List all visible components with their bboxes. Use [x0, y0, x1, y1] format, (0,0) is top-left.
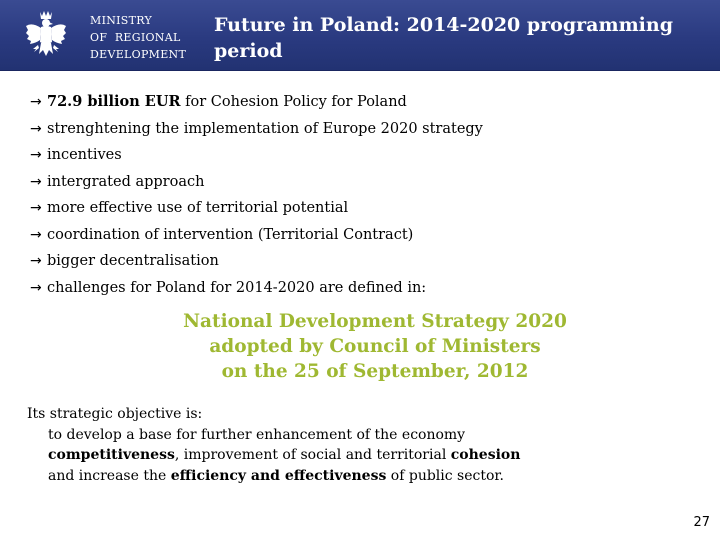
bullet-text: incentives: [47, 147, 122, 163]
bullet-bold: 72.9 billion EUR: [47, 93, 181, 110]
bullet-text: bigger decentralisation: [47, 253, 219, 269]
objective-text: , improvement of social and territorial: [174, 447, 451, 463]
bullet-text: more effective use of territorial potential: [47, 200, 349, 216]
objective-line: to develop a base for further enhancement of the economy: [48, 426, 466, 443]
arrow-icon: →: [30, 94, 42, 110]
ministry-line: MINISTRY: [90, 14, 153, 27]
objective-text: of public sector.: [386, 467, 505, 484]
objective-line: [27, 445, 520, 466]
strategy-heading: [0, 309, 720, 384]
arrow-icon: →: [30, 120, 42, 137]
bullet-item: [30, 275, 483, 302]
bullet-item: [30, 116, 483, 143]
slide-title: [214, 12, 714, 64]
bullet-list: [30, 89, 483, 301]
header-bar: [0, 0, 720, 71]
bullet-text: for Cohesion Policy for Poland: [180, 94, 407, 110]
bullet-item: [30, 195, 483, 222]
ministry-line: OF REGIONAL: [90, 31, 181, 44]
objective-bold: competitiveness: [48, 447, 175, 463]
bullet-item: [30, 89, 483, 116]
bullet-text: coordination of intervention (Territorial Contract): [47, 226, 414, 243]
bullet-text: strenghtening the implementation of Europe 2020 strategy: [47, 120, 483, 137]
slide-title-line: Future in Poland: 2014-2020 programming: [214, 14, 673, 36]
bullet-item: [30, 142, 483, 169]
bullet-item: [30, 222, 483, 249]
bullet-item: [30, 169, 483, 196]
ministry-line: DEVELOPMENT: [90, 48, 187, 61]
white-eagle-icon: [24, 8, 68, 62]
objective-bold: efficiency and effectiveness: [170, 467, 387, 484]
arrow-icon: →: [30, 226, 42, 243]
objective-text: and increase the: [48, 467, 171, 484]
bullet-text: challenges for Poland for 2014-2020 are defined in:: [47, 279, 427, 296]
arrow-icon: →: [30, 173, 42, 190]
arrow-icon: →: [30, 279, 42, 296]
arrow-icon: →: [30, 147, 42, 163]
objective-intro: Its strategic objective is:: [27, 406, 203, 422]
strategy-line: on the 25 of September, 2012: [221, 361, 529, 382]
arrow-icon: →: [30, 200, 42, 216]
strategy-line: National Development Strategy 2020: [183, 311, 567, 332]
slide-title-line: period: [214, 40, 283, 62]
page-number: 27: [693, 515, 710, 530]
arrow-icon: →: [30, 253, 42, 269]
strategic-objective: [27, 404, 520, 486]
objective-bold: cohesion: [450, 447, 521, 463]
bullet-item: [30, 248, 483, 275]
ministry-name: [90, 12, 186, 63]
strategy-line: adopted by Council of Ministers: [209, 336, 541, 357]
bullet-text: intergrated approach: [47, 173, 205, 190]
objective-line: [27, 466, 520, 487]
